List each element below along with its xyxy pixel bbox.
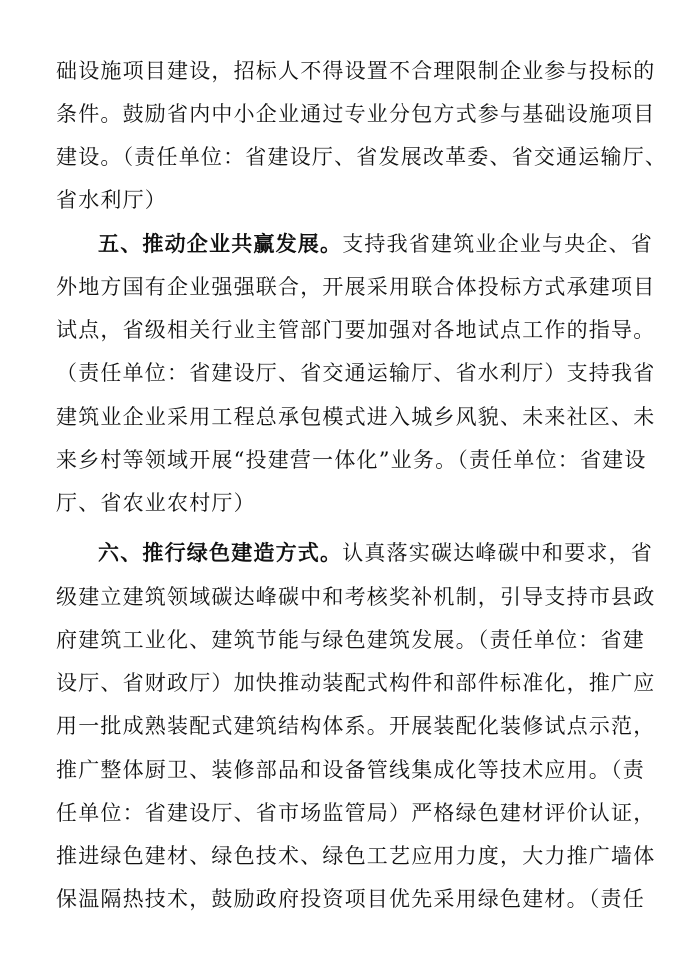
text-line: 条件。鼓励省内中小企业通过专业分包方式参与基础设施项目 [56,102,656,126]
text-line: 省水利厅） [56,188,167,212]
text-line: 外地方国有企业强强联合，开展采用联合体投标方式承建项目 [56,275,656,299]
section-heading-six: 六、推行绿色建造方式。 [98,541,343,565]
text-line: 推广整体厨卫、装修部品和设备管线集成化等技术应用。（责 [56,758,645,782]
text-line: 任单位：省建设厅、省市场监管局）严格绿色建材评价认证， [56,801,656,825]
text-run: 认真落实碳达峰碳中和要求，省 [342,541,654,565]
text-line: 推进绿色建材、绿色技术、绿色工艺应用力度，大力推广墙体 [56,844,656,868]
text-line: 设厅、省财政厅）加快推动装配式构件和部件标准化，推广应 [56,671,656,695]
text-run: 支持我省建筑业企业与央企、省 [342,232,654,256]
section-heading-five: 五、推动企业共赢发展。 [98,232,343,256]
paragraph-first-line [98,540,654,566]
text-line: 来乡村等领域开展“投建营一体化”业务。（责任单位：省建设 [56,448,647,472]
text-line: 试点，省级相关行业主管部门要加强对各地试点工作的指导。 [56,318,656,342]
text-line: 建筑业企业采用工程总承包模式进入城乡风貌、未来社区、未 [56,405,656,429]
paragraph-first-line [98,231,654,257]
text-line: 保温隔热技术，鼓励政府投资项目优先采用绿色建材。（责任 [56,887,645,911]
text-line: 级建立建筑领域碳达峰碳中和考核奖补机制，引导支持市县政 [56,585,656,609]
text-line: 用一批成熟装配式建筑结构体系。开展装配化装修试点示范， [56,714,656,738]
text-line: （责任单位：省建设厅、省交通运输厅、省水利厅）支持我省 [56,361,656,385]
text-line: 府建筑工业化、建筑节能与绿色建筑发展。（责任单位：省建 [56,628,645,652]
text-line: 础设施项目建设，招标人不得设置不合理限制企业参与投标的 [56,59,656,83]
text-line: 建设。（责任单位：省建设厅、省发展改革委、省交通运输厅、 [56,145,668,169]
text-line: 厅、省农业农村厅） [56,491,256,515]
